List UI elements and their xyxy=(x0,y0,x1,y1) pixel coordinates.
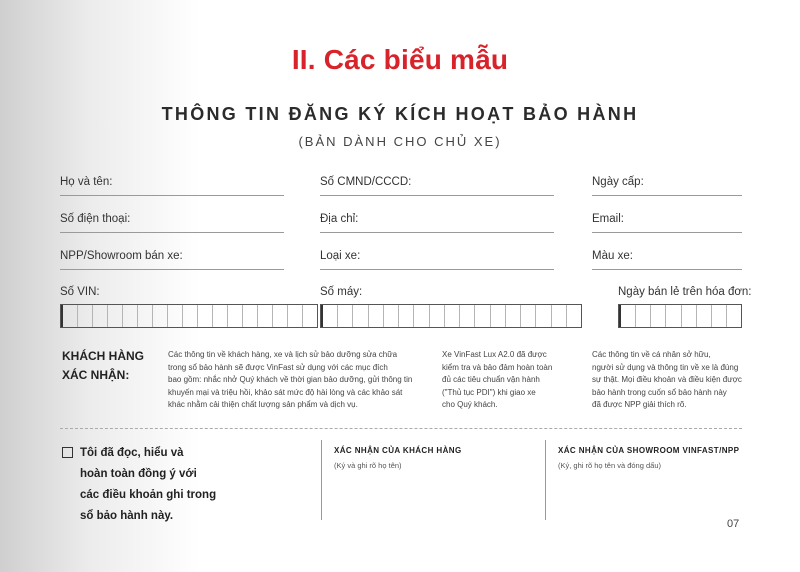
para-line: trong sổ bảo hành sẽ được VinFast sử dụng với các mục đích xyxy=(168,362,388,372)
privacy-paragraph xyxy=(168,349,412,412)
para-line: Xe VinFast Lux A2.0 đã được xyxy=(442,350,547,359)
phone-field[interactable] xyxy=(60,210,284,233)
pdi-paragraph xyxy=(442,349,552,412)
id-number-field[interactable] xyxy=(320,173,554,196)
engine-boxes[interactable] xyxy=(320,304,582,328)
para-line: bao gồm: nhắc nhở Quý khách về thời gian bảo dưỡng, gửi thông tin xyxy=(168,375,413,384)
customer-confirm-heading xyxy=(62,347,144,385)
vin-boxes[interactable] xyxy=(60,304,318,328)
color-label: Màu xe: xyxy=(592,250,633,262)
para-line: Các thông tin về cá nhân sở hữu, xyxy=(592,350,711,359)
agree-line: các điều khoản ghi trong xyxy=(80,489,217,501)
agree-checkbox[interactable] xyxy=(62,447,73,458)
issue-date-label: Ngày cấp: xyxy=(592,176,644,188)
form-title: THÔNG TIN ĐĂNG KÝ KÍCH HOẠT BẢO HÀNH xyxy=(161,104,639,124)
para-line: bảo hành trong cuốn sổ bảo hành này xyxy=(592,387,727,397)
section-title: II. Các biểu mẫu xyxy=(291,44,509,75)
showroom-signature-note: (Ký, ghi rõ họ tên và đóng dấu) xyxy=(558,461,661,470)
agree-line: sổ bảo hành này. xyxy=(80,510,174,522)
color-field[interactable] xyxy=(592,247,742,270)
email-field[interactable] xyxy=(592,210,742,233)
address-label: Địa chỉ: xyxy=(320,213,359,225)
email-label: Email: xyxy=(592,213,624,225)
issue-date-field[interactable] xyxy=(592,173,742,196)
full-name-field[interactable] xyxy=(60,173,284,196)
dashed-divider xyxy=(60,428,742,429)
para-line: ("Thủ tục PDI") khi giao xe xyxy=(442,387,536,397)
para-line: đủ các tiêu chuẩn vận hành xyxy=(442,375,540,384)
address-field[interactable] xyxy=(320,210,554,233)
dealer-field[interactable] xyxy=(60,247,284,270)
para-line: Các thông tin về khách hàng, xe và lịch sử bảo dưỡng sửa chữa xyxy=(168,350,398,359)
confirm-heading-line2: XÁC NHẬN: xyxy=(62,368,130,382)
customer-signature-title: XÁC NHẬN CỦA KHÁCH HÀNG xyxy=(334,446,462,455)
para-line: sự thật. Mọi điều khoản và điều kiện được xyxy=(592,375,742,384)
agree-line: hoàn toàn đồng ý với xyxy=(80,468,197,480)
dealer-label: NPP/Showroom bán xe: xyxy=(60,250,183,262)
showroom-signature-title: XÁC NHẬN CỦA SHOWROOM VINFAST/NPP xyxy=(558,446,740,455)
para-line: cho Quý khách. xyxy=(442,400,498,409)
full-name-label: Họ và tên: xyxy=(60,176,113,188)
engine-label: Số máy: xyxy=(320,286,363,298)
signature-divider-right xyxy=(545,440,546,520)
page-number: 07 xyxy=(727,518,740,530)
id-number-label: Số CMND/CCCD: xyxy=(320,176,412,188)
para-line: khuyến mại và triệu hồi, khảo sát mức độ hài lòng và các khảo sát xyxy=(168,387,403,397)
customer-signature-note: (Ký và ghi rõ họ tên) xyxy=(334,461,402,470)
para-line: đã được NPP giải thích rõ. xyxy=(592,400,687,409)
sale-date-label: Ngày bán lẻ trên hóa đơn: xyxy=(618,286,752,298)
sale-date-boxes[interactable] xyxy=(618,304,742,328)
showroom-signature-area[interactable] xyxy=(555,474,745,520)
terms-paragraph xyxy=(592,349,742,412)
form-subtitle: (BẢN DÀNH CHO CHỦ XE) xyxy=(298,134,502,149)
para-line: khác nhằm cải thiện chất lượng sản phẩm và dịch vụ. xyxy=(168,400,358,409)
para-line: người sử dụng và thông tin về xe là đúng xyxy=(592,362,739,372)
agree-text xyxy=(80,443,216,527)
para-line: kiểm tra và bảo đảm hoàn toàn xyxy=(442,362,553,372)
agree-line: Tôi đã đọc, hiểu và xyxy=(80,447,184,459)
confirm-heading-line1: KHÁCH HÀNG xyxy=(62,349,144,363)
customer-signature-area[interactable] xyxy=(330,474,535,520)
car-type-field[interactable] xyxy=(320,247,554,270)
vin-label: Số VIN: xyxy=(60,286,100,298)
car-type-label: Loại xe: xyxy=(320,250,361,262)
signature-divider-left xyxy=(321,440,322,520)
phone-label: Số điện thoại: xyxy=(60,213,131,225)
